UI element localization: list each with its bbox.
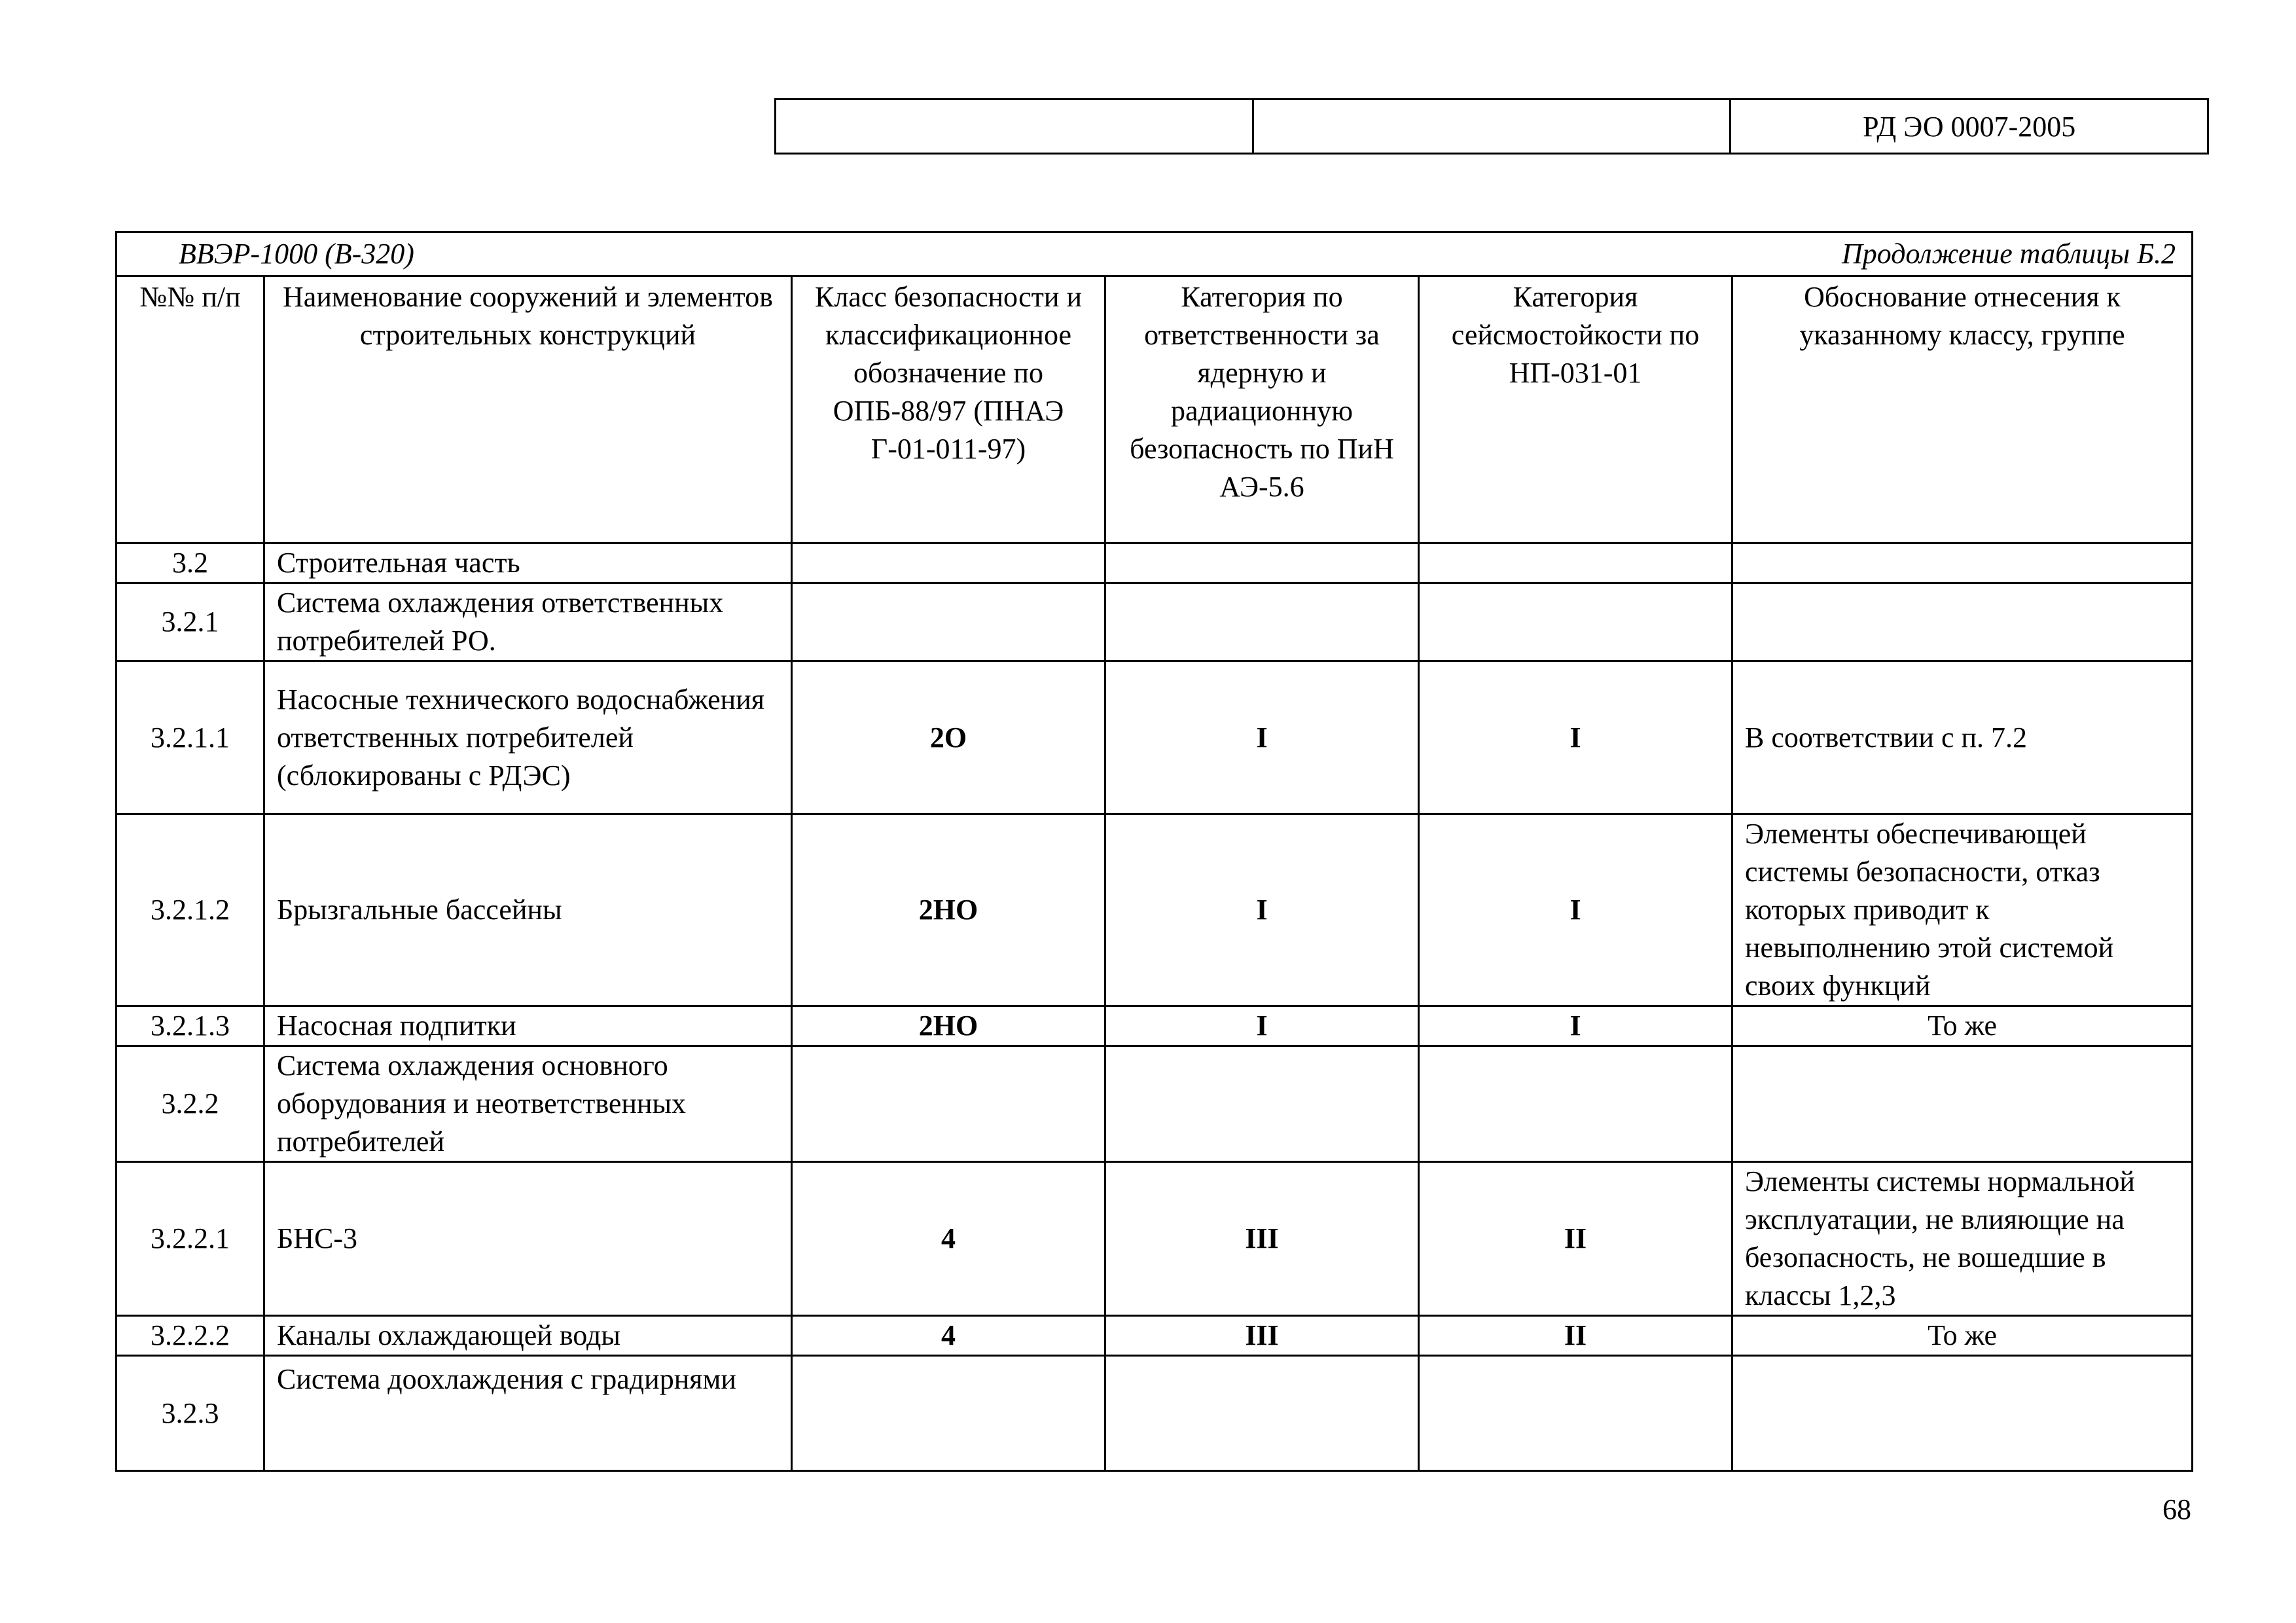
table-row [117,661,2193,814]
row-justification [1732,543,2193,583]
classification-table [115,231,2193,1472]
row-name: Насосные технического водоснабжения ответственных потребителей (сблокированы с РДЭС) [264,661,792,814]
row-safety-class: 2НО [792,1006,1105,1046]
row-justification [1732,583,2193,661]
row-number: 3.2 [117,543,264,583]
row-safety-class [792,1356,1105,1471]
row-seismic-category: II [1419,1316,1732,1356]
column-header-justification: Обоснование отнесения к указанному классу, группе [1732,276,2193,543]
row-number: 3.2.2.1 [117,1162,264,1316]
table-caption [117,232,2193,276]
row-seismic-category: I [1419,814,1732,1006]
row-justification [1732,1046,2193,1162]
row-name: Насосная подпитки [264,1006,792,1046]
row-name: Система охлаждения основного оборудования и неответственных потребителей [264,1046,792,1162]
column-header-safety-class: Класс безопасности и классификационное обозначение по ОПБ-88/97 (ПНАЭ Г-01-011-97) [792,276,1105,543]
row-justification: То же [1732,1316,2193,1356]
row-number: 3.2.1.3 [117,1006,264,1046]
row-safety-class: 2О [792,661,1105,814]
row-seismic-category: I [1419,1006,1732,1046]
row-seismic-category: II [1419,1162,1732,1316]
row-number: 3.2.1.1 [117,661,264,814]
table-row [117,583,2193,661]
table-row [117,1046,2193,1162]
document-code: РД ЭО 0007-2005 [1731,100,2208,154]
row-name: Система доохлаждения с градирнями [264,1356,792,1471]
row-responsibility-category [1105,543,1419,583]
column-header-responsibility-category: Категория по ответственности за ядерную и радиационную безопасность по ПиН АЭ-5.6 [1105,276,1419,543]
table-row [117,1006,2193,1046]
row-safety-class [792,543,1105,583]
row-number: 3.2.1.2 [117,814,264,1006]
row-name: Строительная часть [264,543,792,583]
row-number: 3.2.3 [117,1356,264,1471]
row-name: Каналы охлаждающей воды [264,1316,792,1356]
row-responsibility-category [1105,1356,1419,1471]
row-number: 3.2.2.2 [117,1316,264,1356]
row-number: 3.2.2 [117,1046,264,1162]
row-safety-class [792,1046,1105,1162]
row-safety-class [792,583,1105,661]
row-responsibility-category [1105,1046,1419,1162]
row-seismic-category [1419,1356,1732,1471]
row-responsibility-category: I [1105,814,1419,1006]
row-seismic-category [1419,1046,1732,1162]
row-responsibility-category [1105,583,1419,661]
document-header-table [774,98,2209,155]
table-caption-row [117,232,2193,276]
column-header-row [117,276,2193,543]
row-safety-class: 2НО [792,814,1105,1006]
row-responsibility-category: III [1105,1316,1419,1356]
row-responsibility-category: I [1105,1006,1419,1046]
table-row [117,814,2193,1006]
row-justification: В соответствии с п. 7.2 [1732,661,2193,814]
row-safety-class: 4 [792,1316,1105,1356]
page-number: 68 [2162,1493,2191,1525]
row-justification [1732,1356,2193,1471]
row-number: 3.2.1 [117,583,264,661]
row-responsibility-category: III [1105,1162,1419,1316]
row-justification: То же [1732,1006,2193,1046]
column-header-seismic-category: Категория сейсмостойкости по НП-031-01 [1419,276,1732,543]
table-continuation-label: Продолжение таблицы Б.2 [1842,238,2176,270]
row-seismic-category: I [1419,661,1732,814]
column-header-name: Наименование сооружений и элементов строительных конструкций [264,276,792,543]
reactor-type-label: ВВЭР-1000 (В-320) [179,238,414,270]
row-safety-class: 4 [792,1162,1105,1316]
row-justification: Элементы обеспечивающей системы безопасности, отказ которых приводит к невыполнению этой системой своих функций [1732,814,2193,1006]
row-name: Брызгальные бассейны [264,814,792,1006]
column-header-number: №№ п/п [117,276,264,543]
row-name: Система охлаждения ответственных потребителей РО. [264,583,792,661]
header-cell-2 [1253,100,1731,154]
row-seismic-category [1419,583,1732,661]
row-responsibility-category: I [1105,661,1419,814]
table-row [117,543,2193,583]
row-seismic-category [1419,543,1732,583]
row-name: БНС-3 [264,1162,792,1316]
header-cell-1 [776,100,1253,154]
table-row [117,1316,2193,1356]
table-row [117,1356,2193,1471]
table-row [117,1162,2193,1316]
row-justification: Элементы системы нормальной эксплуатации, не влияющие на безопасность, не вошедшие в классы 1,2,3 [1732,1162,2193,1316]
